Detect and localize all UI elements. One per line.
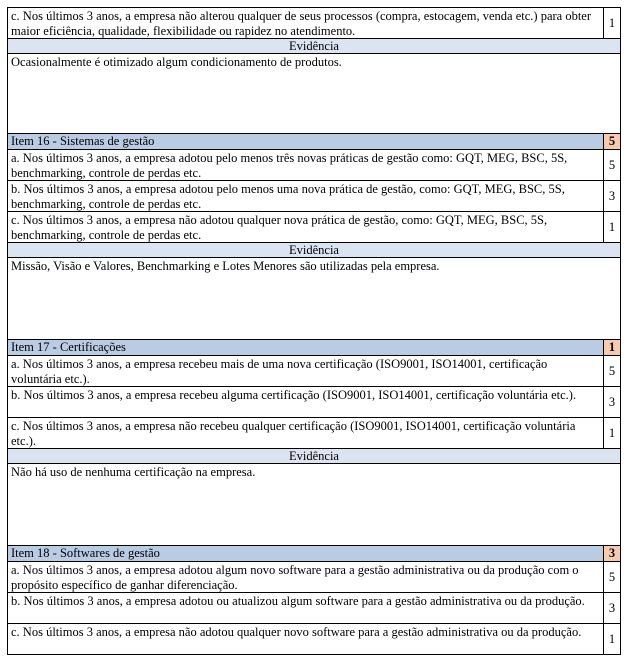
assessment-table <box>7 7 621 655</box>
option-text: b. Nos últimos 3 anos, a empresa adotou ou atualizou algum software para a gestão administrativa ou da produção. <box>11 594 585 608</box>
option-text: a. Nos últimos 3 anos, a empresa recebeu mais de uma nova certificação (ISO9001, ISO14001, certificação voluntária etc.). <box>11 357 548 386</box>
option-row <box>7 562 621 593</box>
option-row <box>7 150 621 181</box>
option-row <box>7 593 621 624</box>
evidence-label: Evidência <box>289 449 339 463</box>
evidence-body-row <box>7 258 621 340</box>
evidence-text: Ocasionalmente é otimizado algum condicionamento de produtos. <box>11 55 342 69</box>
option-row <box>7 212 621 243</box>
evidence-header-row <box>7 39 621 54</box>
evidence-text: Não há uso de nenhuma certificação na empresa. <box>11 465 256 479</box>
item-title: Item 16 - Sistemas de gestão <box>11 134 155 148</box>
option-row <box>7 418 621 449</box>
evidence-label: Evidência <box>289 39 339 53</box>
option-text: a. Nos últimos 3 anos, a empresa adotou algum novo software para a gestão administrativa ou da produção com o propósito específico de ganhar diferenciação. <box>11 563 579 592</box>
option-row <box>7 7 621 39</box>
option-text: a. Nos últimos 3 anos, a empresa adotou pelo menos três novas práticas de gestão como: GQT, MEG, BSC, 5S, benchmarking, controle de perdas etc. <box>11 151 568 180</box>
evidence-body-row <box>7 464 621 546</box>
item-score: 1 <box>603 340 620 355</box>
item-header-row <box>7 134 621 150</box>
option-text: b. Nos últimos 3 anos, a empresa recebeu alguma certificação (ISO9001, ISO14001, certificação voluntária etc.). <box>11 388 577 402</box>
evidence-label: Evidência <box>289 243 339 257</box>
option-score: 1 <box>603 418 620 448</box>
item-header-row <box>7 546 621 562</box>
option-text: c. Nos últimos 3 anos, a empresa não adotou qualquer novo software para a gestão administrativa ou da produção. <box>11 625 582 639</box>
option-row <box>7 624 621 655</box>
option-row <box>7 181 621 212</box>
option-text: c. Nos últimos 3 anos, a empresa não alterou qualquer de seus processos (compra, estocagem, venda etc.) para obter maior eficiência, qualidade, flexibilidade ou rapidez no atendimento. <box>11 9 592 38</box>
option-score: 1 <box>603 8 620 38</box>
option-row <box>7 387 621 418</box>
option-text: b. Nos últimos 3 anos, a empresa adotou pelo menos uma nova prática de gestão, como: GQT, MEG, BSC, 5S, benchmarking, controle de perdas etc. <box>11 182 565 211</box>
item-title: Item 18 - Softwares de gestão <box>11 546 160 560</box>
option-score: 5 <box>603 562 620 592</box>
option-score: 1 <box>603 212 620 242</box>
evidence-header-row <box>7 243 621 258</box>
option-score: 5 <box>603 356 620 386</box>
evidence-body-row <box>7 54 621 134</box>
option-text: c. Nos últimos 3 anos, a empresa não recebeu qualquer certificação (ISO9001, ISO14001, certificação voluntária etc.). <box>11 419 576 448</box>
evidence-text: Missão, Visão e Valores, Benchmarking e Lotes Menores são utilizadas pela empresa. <box>11 259 440 273</box>
item-header-row <box>7 340 621 356</box>
option-score: 3 <box>603 593 620 623</box>
option-text: c. Nos últimos 3 anos, a empresa não adotou qualquer nova prática de gestão, como: GQT, MEG, BSC, 5S, benchmarking, controle de perdas etc. <box>11 213 548 242</box>
option-row <box>7 356 621 387</box>
item-score: 3 <box>603 546 620 561</box>
option-score: 1 <box>603 624 620 654</box>
evidence-header-row <box>7 449 621 464</box>
item-score: 5 <box>603 134 620 149</box>
option-score: 3 <box>603 181 620 211</box>
option-score: 3 <box>603 387 620 417</box>
option-score: 5 <box>603 150 620 180</box>
item-title: Item 17 - Certificações <box>11 340 126 354</box>
